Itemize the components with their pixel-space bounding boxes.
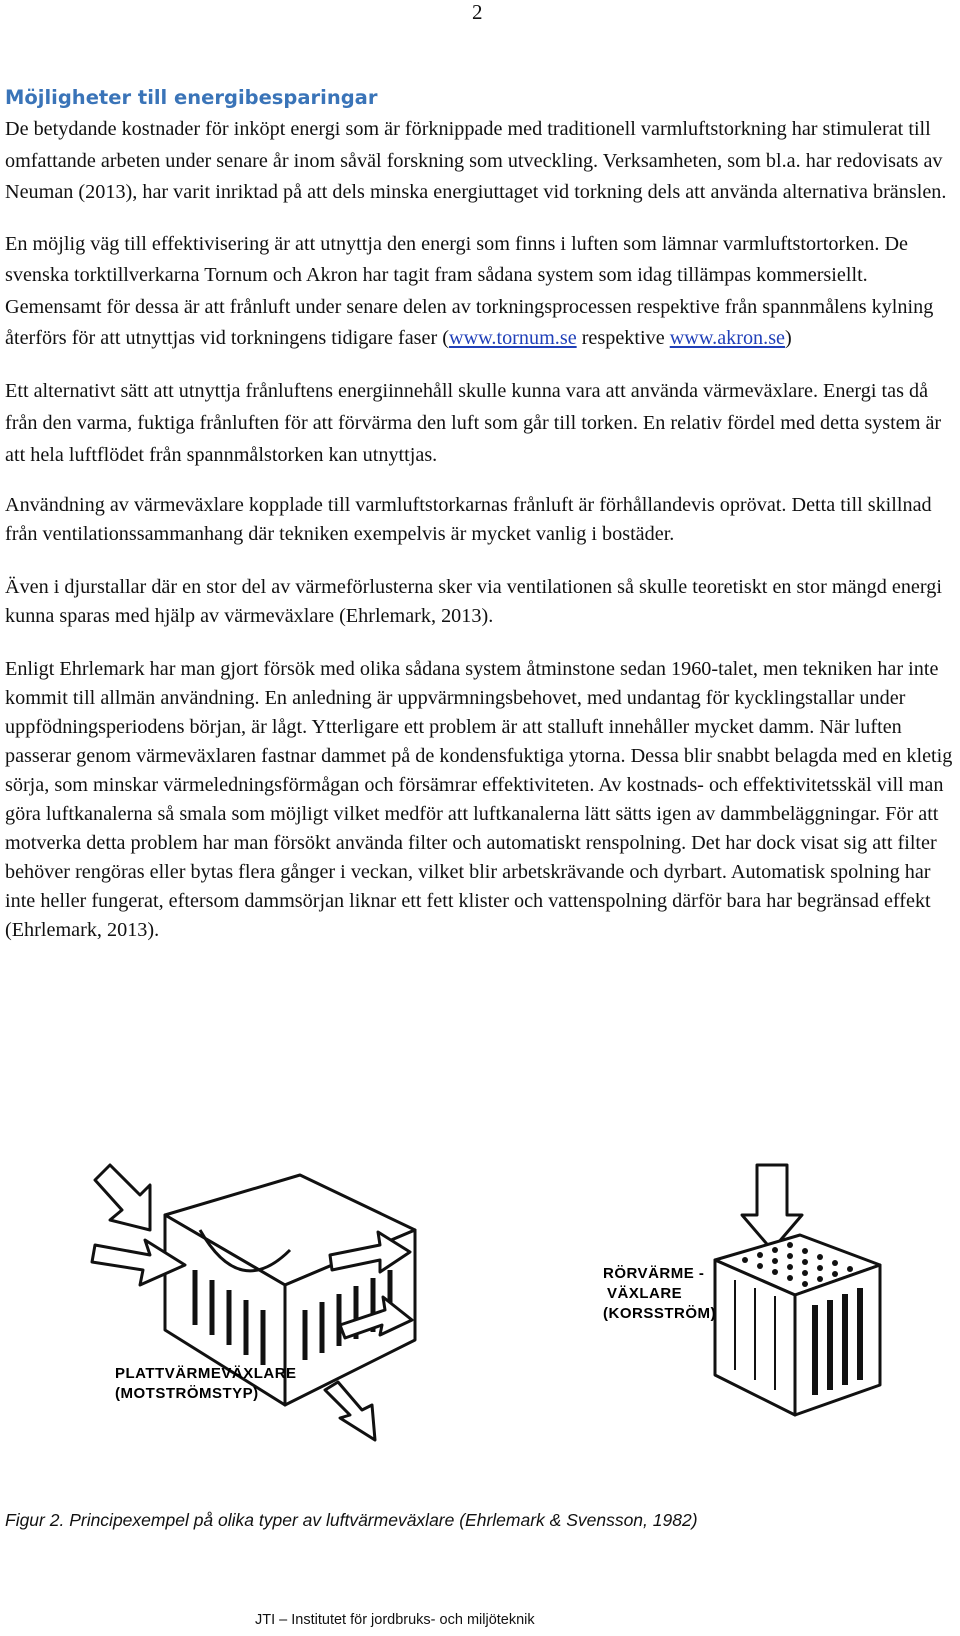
paragraph-ehrlemark: Enligt Ehrlemark har man gjort försök med olika sådana system åtminstone sedan 1960-talet, men tekniken har inte kommit till allmän användning. En anledning är uppvärmningsbehovet, med undantag för kycklingstallar under uppfödningsperiodens början, är lågt. Ytterligare ett problem är att stalluft innehåller mycket damm. När luften passerar genom värmeväxlaren fastnar dammet på de kondensfuktiga ytorna. Dessa blir snabbt belagda med en kletig sörja, som minskar värmeledningsförmågan och försämrar effektiviteten. Av kostnads- och effektivitetsskäl vill man göra luftkanalerna så smala som möjligt vilket medför att luftkanalerna lätt sätts igen av dammbeläggningar. För att motverka detta problem har man försökt använda filter och automatiskt renspolning. Det har dock visat sig att filter behöver rengöras eller bytas flera gånger i veckan, vilket blir arbetskrävande och dyrbart. Automatisk spolning har inte heller fungerat, eftersom dammsörjan liknar ett fett klister och vattenspolning därför bara har begränsad effekt (Ehrlemark, 2013). (5, 657, 953, 941)
section-title: Möjligheter till energibesparingar (5, 86, 378, 109)
document-body (5, 82, 955, 945)
figure-caption: Figur 2. Principexempel på olika typer av luftvärmeväxlare (Ehrlemark & Svensson, 1982) (5, 1510, 698, 1530)
paragraph-livestock: Även i djurstallar där en stor del av värmeförlusterna sker via ventilationen så skulle teoretiskt en stor mängd energi kunna sparas med hjälp av värmeväxlare (Ehrlemark, 2013). (5, 575, 942, 627)
paragraph-text: ) (785, 327, 792, 349)
page-footer (255, 1612, 535, 1628)
figure-heat-exchangers (0, 1160, 960, 1460)
label-tube-line-2: VÄXLARE (607, 1285, 683, 1302)
paragraph-text: respektive (576, 327, 670, 349)
label-plate-line-1: PLATTVÄRMEVÄXLARE (115, 1365, 297, 1382)
label-tube-line-3: (KORSSTRÖM) (603, 1305, 716, 1322)
paragraph-text: En möjlig väg till effektivisering är att utnyttja den energi som finns i luften som lämnar varmluftstortorken. De svenska torktillverkarna Tornum och Akron har tagit fram sådana system som idag tillämpas kommersiellt. Gemensamt för dessa är att frånluft under senare delen av torkningsprocessen respektive från spannmålens kylning återförs för att utnyttjas vid torkningens tidigare faser ( (5, 232, 934, 349)
paragraph-exhaust-air (5, 229, 955, 355)
label-plate-line-2: (MOTSTRÖMSTYP) (115, 1385, 259, 1402)
page-number: 2 (472, 0, 483, 24)
label-tube-line-1: RÖRVÄRME - (603, 1265, 705, 1282)
paragraph-heat-exchanger: Ett alternativt sätt att utnyttja frånluftens energiinnehåll skulle kunna vara att använda värmeväxlare. Energi tas då från den varma, fuktiga frånluften för att förvärma den luft som går till torken. En relativ fördel med detta system är att hela luftflödet från spannmålstorken kan utnyttjas. (5, 379, 942, 466)
link-akron[interactable]: www.akron.se (669, 327, 786, 349)
paragraph-untested: Användning av värmeväxlare kopplade till varmluftstorkarnas frånluft är förhållandevis oprövat. Detta till skillnad från ventilationssammanhang där tekniken exempelvis är mycket vanlig i bostäder. (5, 493, 932, 545)
tube-heat-exchanger-drawing (715, 1165, 880, 1415)
footer-dash: – (275, 1612, 292, 1628)
footer-org-full: Institutet för jordbruks- och miljöteknik (291, 1612, 535, 1628)
link-tornum[interactable]: www.tornum.se (449, 327, 577, 349)
paragraph-intro: De betydande kostnader för inköpt energi som är förknippade med traditionell varmluftstorkning har stimulerat till omfattande arbeten under senare år inom såväl forskning som utveckling. Verksamheten, som bl.a. har redovisats av Neuman (2013), har varit inriktad på att dels minska energiuttaget vid torkning dels att använda alternativa bränslen. (5, 118, 947, 203)
footer-org-short: JTI (255, 1612, 276, 1628)
heat-exchanger-illustration (0, 1160, 960, 1460)
